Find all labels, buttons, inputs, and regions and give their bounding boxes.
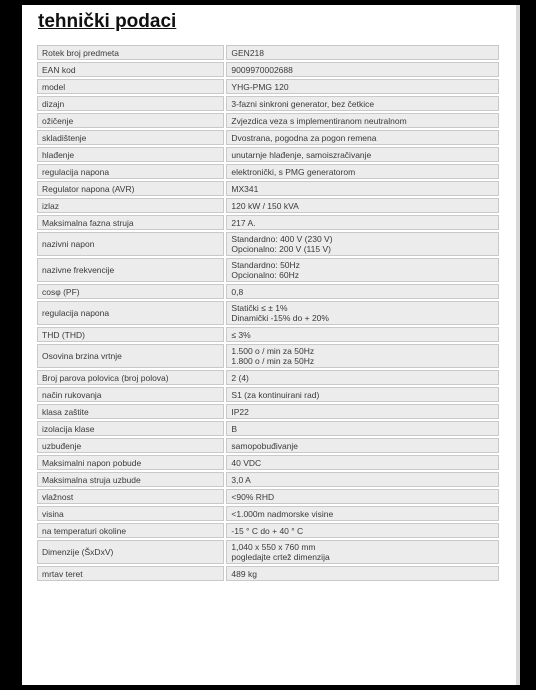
spec-row	[37, 130, 499, 145]
spec-row	[37, 540, 499, 564]
spec-value-line1: Standardno: 400 V (230 V)	[231, 234, 333, 244]
spec-label: Dimenzije (ŠxDxV)	[37, 540, 224, 564]
spec-value: 120 kW / 150 kVA	[226, 198, 499, 213]
spec-row	[37, 301, 499, 325]
spec-value-line2: Opcionalno: 200 V (115 V)	[231, 244, 331, 254]
spec-label: izlaz	[37, 198, 224, 213]
spec-value: 40 VDC	[226, 455, 499, 470]
spec-value: unutarnje hlađenje, samoiszračivanje	[226, 147, 499, 162]
spec-value	[226, 258, 499, 282]
spec-value: GEN218	[226, 45, 499, 60]
spec-value: 3-fazni sinkroni generator, bez četkice	[226, 96, 499, 111]
spec-row	[37, 198, 499, 213]
spec-row	[37, 45, 499, 60]
spec-row	[37, 370, 499, 385]
spec-label: visina	[37, 506, 224, 521]
spec-row	[37, 421, 499, 436]
spec-value-line1: 1.500 o / min za 50Hz	[231, 346, 315, 356]
spec-value	[226, 232, 499, 256]
spec-label: Broj parova polovica (broj polova)	[37, 370, 224, 385]
spec-row	[37, 284, 499, 299]
spec-label: skladištenje	[37, 130, 224, 145]
spec-value: 0,8	[226, 284, 499, 299]
spec-label: hlađenje	[37, 147, 224, 162]
spec-label: regulacija napona	[37, 164, 224, 179]
spec-row	[37, 96, 499, 111]
spec-label: na temperaturi okoline	[37, 523, 224, 538]
spec-value: S1 (za kontinuirani rad)	[226, 387, 499, 402]
spec-value: 217 A.	[226, 215, 499, 230]
spec-value: B	[226, 421, 499, 436]
spec-label: način rukovanja	[37, 387, 224, 402]
spec-label: Osovina brzina vrtnje	[37, 344, 224, 368]
spec-label: nazivne frekvencije	[37, 258, 224, 282]
spec-value: MX341	[226, 181, 499, 196]
spec-label: uzbuđenje	[37, 438, 224, 453]
spec-value-line2: 1.800 o / min za 50Hz	[231, 356, 315, 366]
spec-row	[37, 327, 499, 342]
spec-value: <1.000m nadmorske visine	[226, 506, 499, 521]
spec-value: <90% RHD	[226, 489, 499, 504]
spec-row	[37, 472, 499, 487]
spec-row	[37, 164, 499, 179]
spec-value	[226, 301, 499, 325]
spec-label: mrtav teret	[37, 566, 224, 581]
spec-label: izolacija klase	[37, 421, 224, 436]
spec-row	[37, 181, 499, 196]
spec-value: elektronički, s PMG generatorom	[226, 164, 499, 179]
spec-value-line1: Statički ≤ ± 1%	[231, 303, 288, 313]
spec-value: 2 (4)	[226, 370, 499, 385]
spec-label: ožičenje	[37, 113, 224, 128]
spec-label: EAN kod	[37, 62, 224, 77]
spec-value-line1: 1,040 x 550 x 760 mm	[231, 542, 316, 552]
spec-row	[37, 62, 499, 77]
spec-row	[37, 79, 499, 94]
spec-row	[37, 258, 499, 282]
spec-row	[37, 387, 499, 402]
spec-value: YHG-PMG 120	[226, 79, 499, 94]
spec-label: regulacija napona	[37, 301, 224, 325]
spec-value-line2: Opcionalno: 60Hz	[231, 270, 299, 280]
specs-table	[35, 43, 501, 583]
spec-row	[37, 404, 499, 419]
spec-row	[37, 232, 499, 256]
spec-label: Rotek broj predmeta	[37, 45, 224, 60]
spec-label: model	[37, 79, 224, 94]
document-page	[22, 5, 516, 685]
spec-label: Maksimalna fazna struja	[37, 215, 224, 230]
spec-value: -15 ° C do + 40 ° C	[226, 523, 499, 538]
spec-label: vlažnost	[37, 489, 224, 504]
spec-value: Dvostrana, pogodna za pogon remena	[226, 130, 499, 145]
spec-row	[37, 438, 499, 453]
page-title: tehnički podaci	[38, 11, 177, 32]
spec-value: 3,0 A	[226, 472, 499, 487]
spec-label: dizajn	[37, 96, 224, 111]
spec-label: Maksimalni napon pobude	[37, 455, 224, 470]
spec-value: IP22	[226, 404, 499, 419]
spec-row	[37, 489, 499, 504]
spec-value: 489 kg	[226, 566, 499, 581]
spec-value: Zvjezdica veza s implementiranom neutralnom	[226, 113, 499, 128]
spec-value-line2: pogledajte crtež dimenzija	[231, 552, 330, 562]
scrollbar[interactable]	[516, 5, 520, 685]
spec-value	[226, 540, 499, 564]
spec-row	[37, 113, 499, 128]
spec-row	[37, 147, 499, 162]
spec-label: THD (THD)	[37, 327, 224, 342]
spec-value: 9009970002688	[226, 62, 499, 77]
spec-row	[37, 506, 499, 521]
spec-row	[37, 566, 499, 581]
spec-label: klasa zaštite	[37, 404, 224, 419]
spec-label: Maksimalna struja uzbude	[37, 472, 224, 487]
spec-row	[37, 455, 499, 470]
spec-label: cosφ (PF)	[37, 284, 224, 299]
spec-row	[37, 215, 499, 230]
spec-value-line1: Standardno: 50Hz	[231, 260, 300, 270]
spec-label: Regulator napona (AVR)	[37, 181, 224, 196]
spec-value	[226, 344, 499, 368]
spec-row	[37, 344, 499, 368]
spec-row	[37, 523, 499, 538]
spec-label: nazivni napon	[37, 232, 224, 256]
spec-value: ≤ 3%	[226, 327, 499, 342]
spec-value-line2: Dinamički -15% do + 20%	[231, 313, 329, 323]
spec-value: samopobuđivanje	[226, 438, 499, 453]
